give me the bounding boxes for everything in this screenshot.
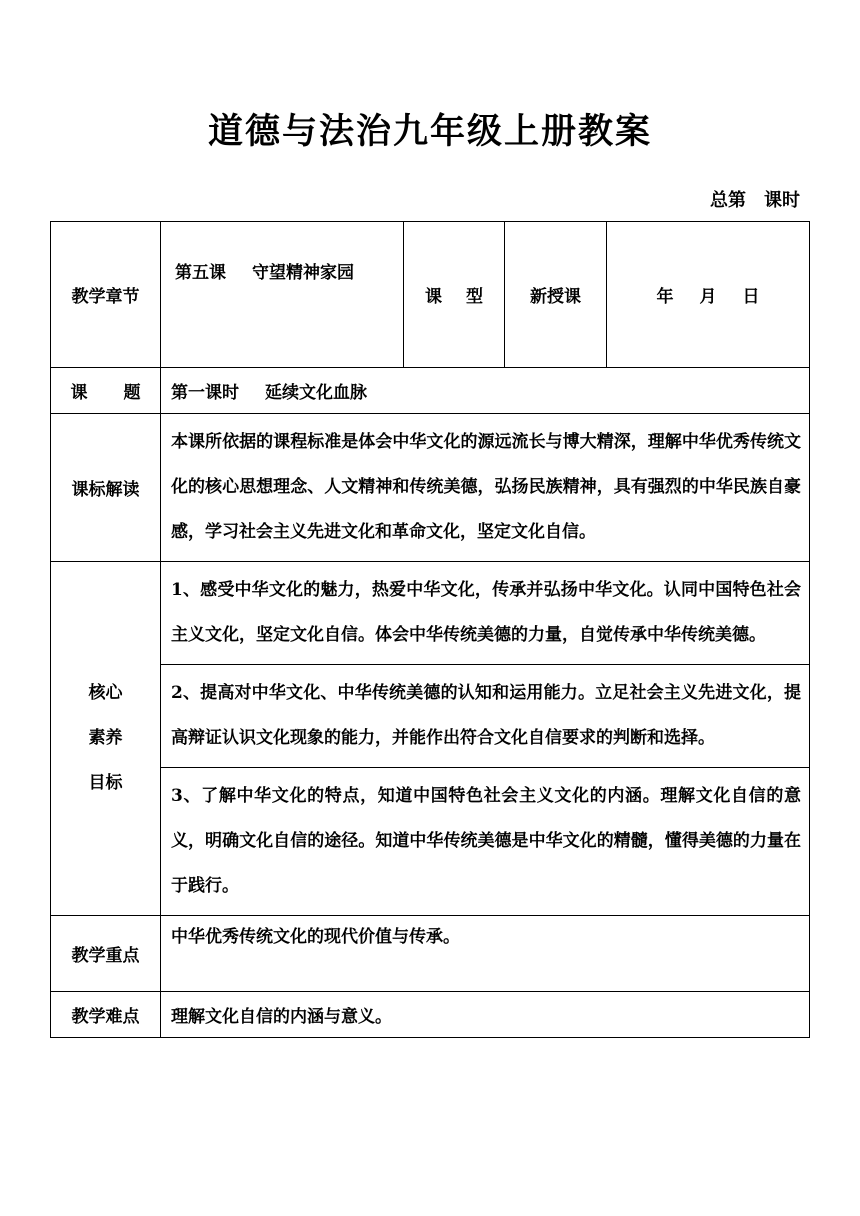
topic-name: 延续文化血脉 bbox=[265, 383, 367, 403]
standard-text: 本课所依据的课程标准是体会中华文化的源远流长与博大精深，理解中华优秀传统文化的核心思想理念、人文精神和传统美德，弘扬民族精神，具有强烈的中华民族自豪感，学习社会主义先进文化和革命文化，坚定文化自信。 bbox=[161, 414, 810, 562]
type-value: 新授课 bbox=[505, 222, 607, 368]
goals-list bbox=[161, 562, 809, 915]
goals-container bbox=[161, 562, 810, 916]
topic-label-b: 题 bbox=[123, 383, 141, 403]
date-day: 日 bbox=[742, 287, 760, 307]
key-point-label: 教学重点 bbox=[51, 916, 161, 992]
chapter-label: 教学章节 bbox=[51, 222, 161, 368]
difficulty-label: 教学难点 bbox=[51, 992, 161, 1038]
period-counter bbox=[710, 186, 800, 212]
standard-row bbox=[51, 414, 810, 562]
chapter-row bbox=[51, 222, 810, 368]
topic-lesson: 第一课时 bbox=[171, 383, 239, 403]
chapter-name: 守望精神家园 bbox=[252, 263, 354, 283]
standard-label: 课标解读 bbox=[51, 414, 161, 562]
topic-row bbox=[51, 368, 810, 414]
type-label bbox=[404, 222, 505, 368]
key-point-row bbox=[51, 916, 810, 992]
goals-label-line: 目标 bbox=[88, 773, 123, 793]
date-field bbox=[607, 222, 810, 368]
topic-label bbox=[51, 368, 161, 414]
date-month: 月 bbox=[699, 287, 717, 307]
chapter-value bbox=[161, 222, 404, 368]
lesson-plan-table bbox=[50, 221, 810, 1038]
goal-item: 3、了解中华文化的特点，知道中国特色社会主义文化的内涵。理解文化自信的意义，明确文化自信的途径。知道中华传统美德是中华文化的精髓，懂得美德的力量在于践行。 bbox=[171, 786, 801, 896]
period-suffix: 课时 bbox=[764, 190, 800, 211]
difficulty-row bbox=[51, 992, 810, 1038]
period-prefix: 总第 bbox=[710, 190, 746, 211]
type-label-b: 型 bbox=[466, 287, 483, 307]
goals-label-line: 素养 bbox=[88, 728, 123, 748]
goal-item: 1、感受中华文化的魅力，热爱中华文化，传承并弘扬中华文化。认同中国特色社会主义文化，坚定文化自信。体会中华传统美德的力量，自觉传承中华传统美德。 bbox=[161, 562, 809, 665]
difficulty-text: 理解文化自信的内涵与意义。 bbox=[161, 992, 810, 1038]
date-year: 年 bbox=[656, 287, 674, 307]
chapter-lesson: 第五课 bbox=[175, 263, 226, 283]
document-title: 道德与法治九年级上册教案 bbox=[207, 111, 652, 152]
goals-label-line: 核心 bbox=[88, 683, 123, 703]
goal-item: 2、提高对中华文化、中华传统美德的认知和运用能力。立足社会主义先进文化，提高辩证认识文化现象的能力，并能作出符合文化自信要求的判断和选择。 bbox=[161, 665, 809, 768]
key-point-text: 中华优秀传统文化的现代价值与传承。 bbox=[161, 916, 810, 992]
topic-label-a: 课 bbox=[70, 383, 88, 403]
goals-label bbox=[51, 562, 161, 916]
type-label-a: 课 bbox=[425, 287, 442, 307]
goals-row bbox=[51, 562, 810, 916]
topic-value bbox=[161, 368, 810, 414]
